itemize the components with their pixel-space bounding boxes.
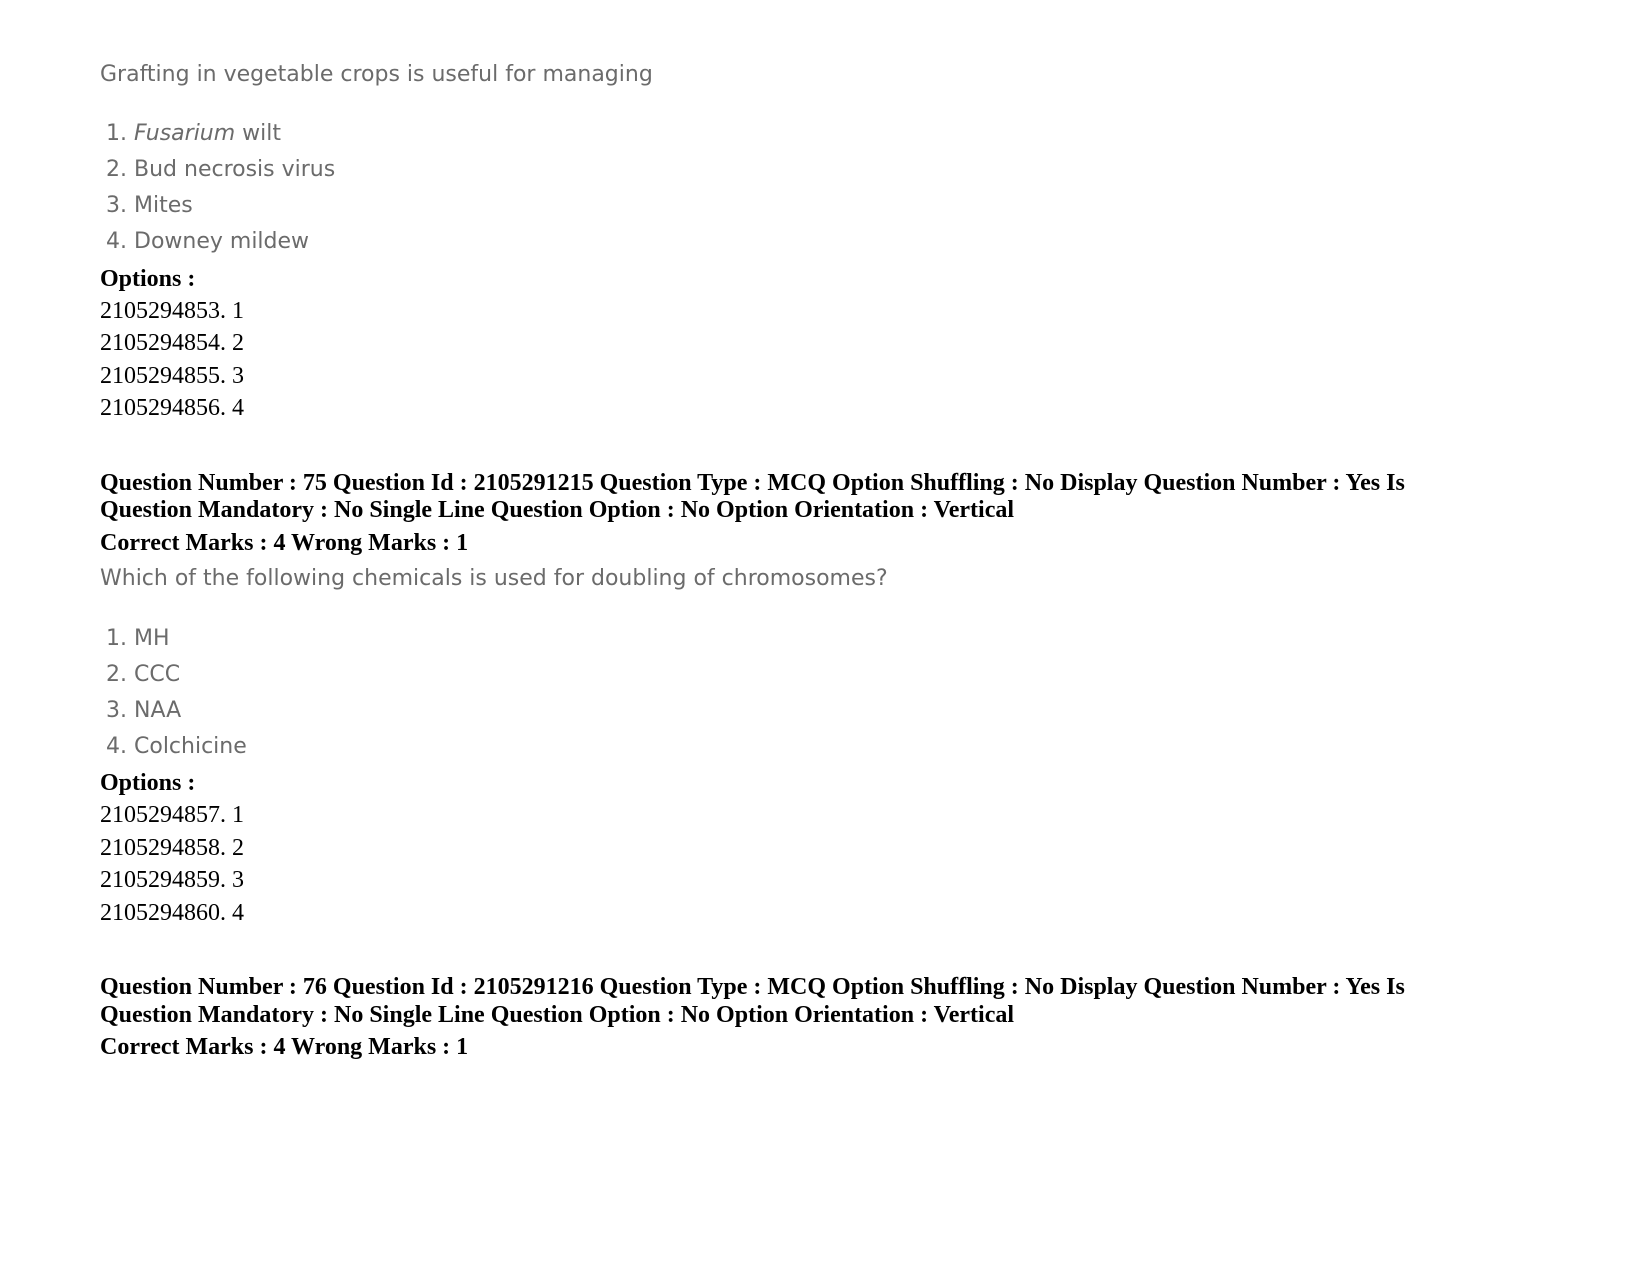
question-meta-line: Question Number : 76 Question Id : 2105291216 Question Type : MCQ Option Shuffling : No Display Question Number : Yes Is <box>100 974 1405 1000</box>
option-id: 2105294859. 3 <box>100 867 244 893</box>
choice-number: 4. <box>106 734 127 759</box>
option-id: 2105294857. 1 <box>100 802 244 828</box>
question-text: Which of the following chemicals is used for doubling of chromosomes? <box>100 566 888 591</box>
answer-choice <box>106 193 193 218</box>
choice-text: Colchicine <box>134 734 247 759</box>
choice-number: 3. <box>106 698 127 723</box>
question-text: Grafting in vegetable crops is useful for managing <box>100 62 653 87</box>
choice-text: Downey mildew <box>134 229 310 254</box>
option-id: 2105294854. 2 <box>100 330 244 356</box>
answer-choice <box>106 229 309 254</box>
answer-choice <box>106 121 281 146</box>
marks-line: Correct Marks : 4 Wrong Marks : 1 <box>100 530 469 556</box>
choice-number: 2. <box>106 157 127 182</box>
choice-number: 1. <box>106 121 127 146</box>
choice-number: 2. <box>106 662 127 687</box>
choice-number: 1. <box>106 626 127 651</box>
answer-choice <box>106 157 335 182</box>
option-id: 2105294853. 1 <box>100 298 244 324</box>
options-label: Options : <box>100 266 196 292</box>
answer-choice <box>106 698 181 723</box>
answer-choice <box>106 734 247 759</box>
answer-choice <box>106 662 180 687</box>
question-meta-line: Question Mandatory : No Single Line Question Option : No Option Orientation : Vertical <box>100 1002 1015 1028</box>
answer-choice <box>106 626 170 651</box>
marks-line: Correct Marks : 4 Wrong Marks : 1 <box>100 1034 469 1060</box>
choice-number: 3. <box>106 193 127 218</box>
question-meta-line: Question Number : 75 Question Id : 2105291215 Question Type : MCQ Option Shuffling : No Display Question Number : Yes Is <box>100 470 1405 496</box>
choice-text: NAA <box>134 698 182 723</box>
choice-number: 4. <box>106 229 127 254</box>
choice-text: CCC <box>134 662 181 687</box>
question-meta-line: Question Mandatory : No Single Line Question Option : No Option Orientation : Vertical <box>100 497 1015 523</box>
options-label: Options : <box>100 770 196 796</box>
option-id: 2105294855. 3 <box>100 363 244 389</box>
option-id: 2105294858. 2 <box>100 835 244 861</box>
option-id: 2105294860. 4 <box>100 900 244 926</box>
choice-text: Bud necrosis virus <box>134 157 336 182</box>
choice-text: wilt <box>235 121 282 146</box>
choice-text: MH <box>134 626 170 651</box>
option-id: 2105294856. 4 <box>100 395 244 421</box>
choice-text: Mites <box>134 193 193 218</box>
choice-italic-term: Fusarium <box>134 121 236 146</box>
